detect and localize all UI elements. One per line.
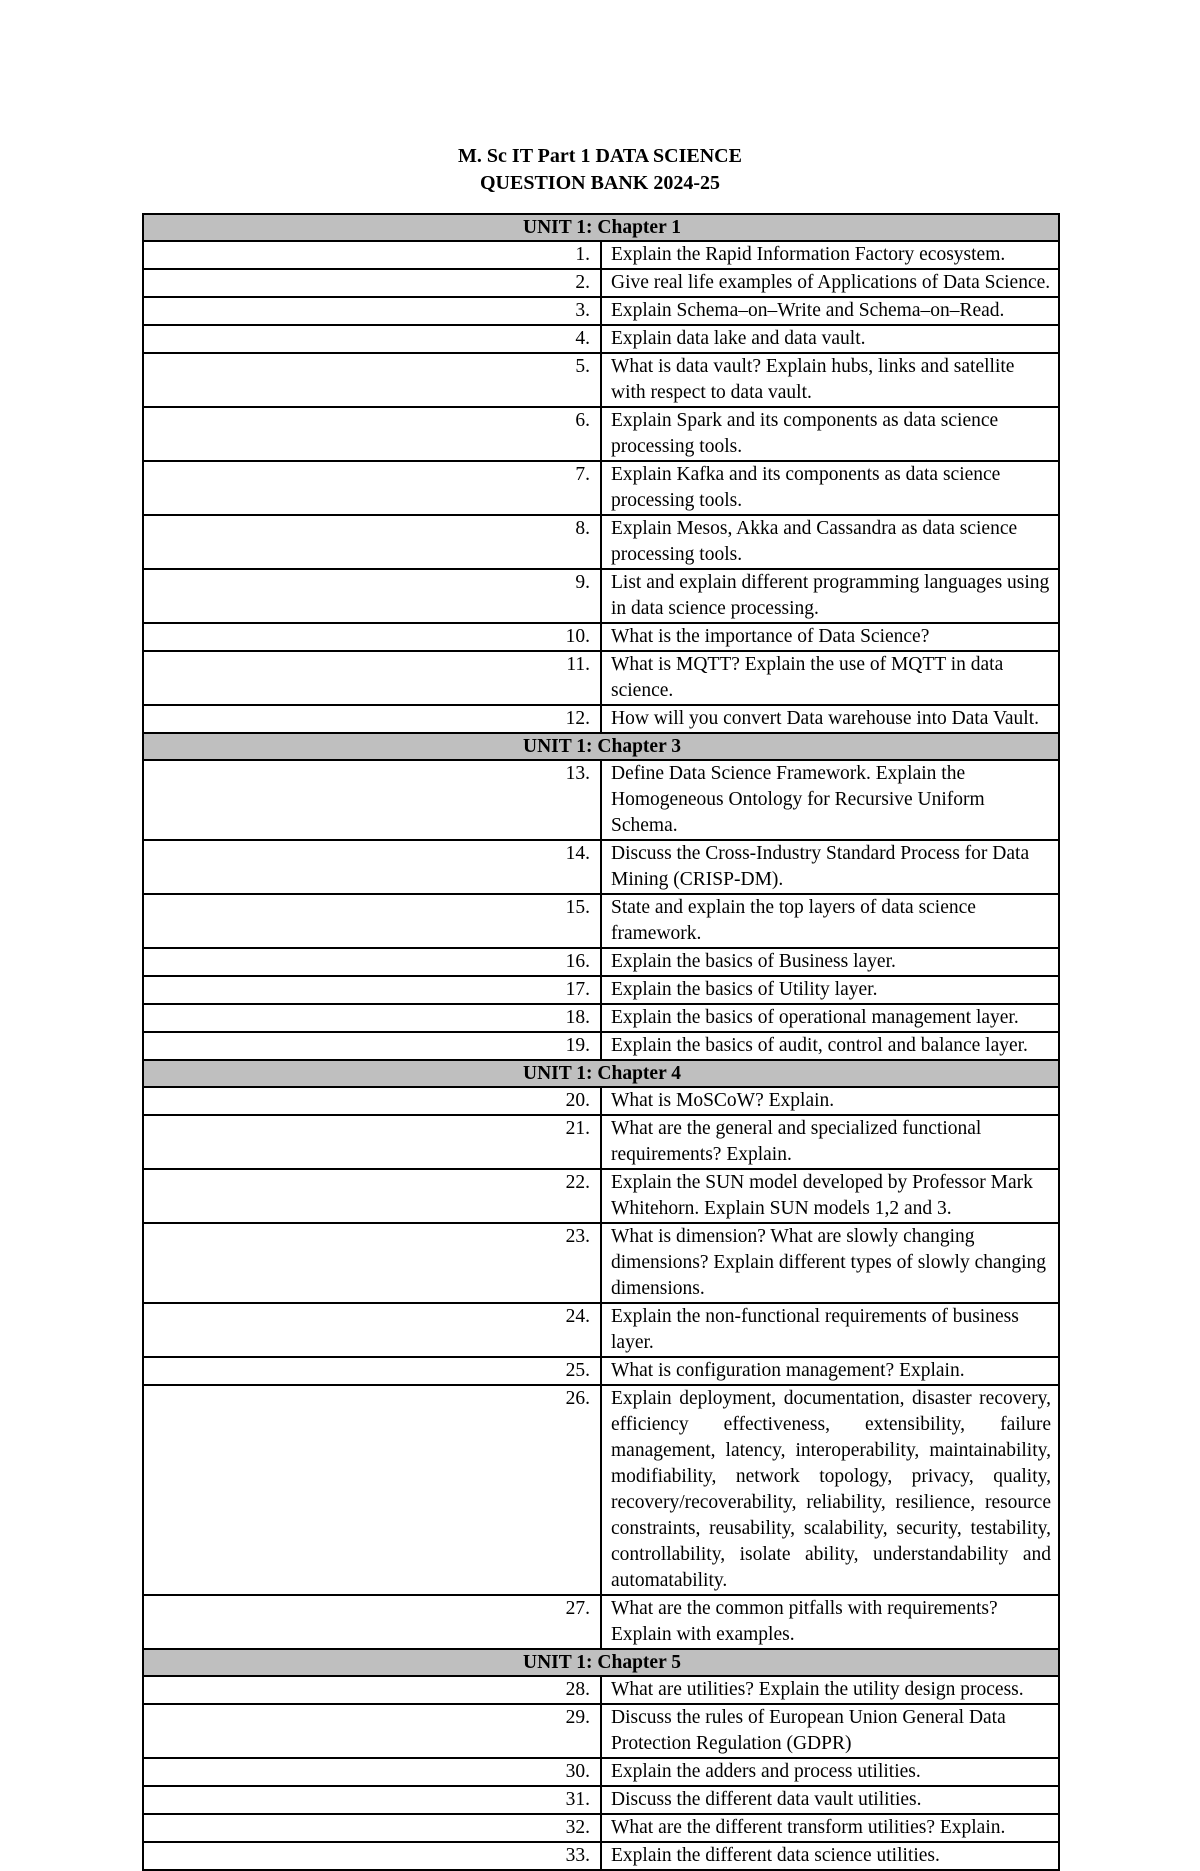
question-row bbox=[143, 461, 1059, 515]
unit-heading: UNIT 1: Chapter 1 bbox=[143, 214, 1059, 241]
question-number: 1. bbox=[143, 241, 601, 269]
question-number: 17. bbox=[143, 976, 601, 1004]
question-text: Discuss the different data vault utilities. bbox=[601, 1786, 1059, 1814]
unit-heading-row bbox=[143, 733, 1059, 760]
question-row bbox=[143, 1115, 1059, 1169]
question-text: Explain deployment, documentation, disaster recovery, efficiency effectiveness, extensibility, failure management, latency, interoperability, maintainability, modifiability, network topology, privacy, quality, recovery/recoverability, reliability, resilience, resource constraints, reusability, scalability, security, testability, controllability, isolate ability, understandability and automatability. bbox=[601, 1385, 1059, 1595]
question-number: 25. bbox=[143, 1357, 601, 1385]
unit-heading: UNIT 1: Chapter 5 bbox=[143, 1649, 1059, 1676]
question-row bbox=[143, 1303, 1059, 1357]
question-row bbox=[143, 569, 1059, 623]
question-text: Discuss the Cross-Industry Standard Process for Data Mining (CRISP-DM). bbox=[601, 840, 1059, 894]
question-text: Explain the adders and process utilities. bbox=[601, 1758, 1059, 1786]
question-row bbox=[143, 353, 1059, 407]
question-row bbox=[143, 1087, 1059, 1115]
question-text: How will you convert Data warehouse into Data Vault. bbox=[601, 705, 1059, 733]
question-number: 14. bbox=[143, 840, 601, 894]
question-number: 9. bbox=[143, 569, 601, 623]
question-text: Explain the basics of audit, control and balance layer. bbox=[601, 1032, 1059, 1060]
question-number: 7. bbox=[143, 461, 601, 515]
question-text: Explain the Rapid Information Factory ecosystem. bbox=[601, 241, 1059, 269]
question-number: 11. bbox=[143, 651, 601, 705]
question-text: What are the common pitfalls with requirements? Explain with examples. bbox=[601, 1595, 1059, 1649]
question-row bbox=[143, 515, 1059, 569]
question-text: List and explain different programming languages using in data science processing. bbox=[601, 569, 1059, 623]
unit-heading-row bbox=[143, 1060, 1059, 1087]
question-row bbox=[143, 1385, 1059, 1595]
question-text: Explain the basics of Utility layer. bbox=[601, 976, 1059, 1004]
question-text: What are the different transform utilities? Explain. bbox=[601, 1814, 1059, 1842]
question-bank-table bbox=[142, 213, 1060, 1871]
question-row bbox=[143, 1758, 1059, 1786]
question-number: 6. bbox=[143, 407, 601, 461]
question-number: 26. bbox=[143, 1385, 601, 1595]
question-row bbox=[143, 1595, 1059, 1649]
question-row bbox=[143, 1223, 1059, 1303]
question-number: 23. bbox=[143, 1223, 601, 1303]
question-row bbox=[143, 1169, 1059, 1223]
question-number: 10. bbox=[143, 623, 601, 651]
question-text: What are utilities? Explain the utility design process. bbox=[601, 1676, 1059, 1704]
question-row bbox=[143, 1004, 1059, 1032]
question-text: Explain the non-functional requirements of business layer. bbox=[601, 1303, 1059, 1357]
question-row bbox=[143, 840, 1059, 894]
question-text: Explain data lake and data vault. bbox=[601, 325, 1059, 353]
question-row bbox=[143, 894, 1059, 948]
question-row bbox=[143, 407, 1059, 461]
question-number: 32. bbox=[143, 1814, 601, 1842]
question-number: 13. bbox=[143, 760, 601, 840]
unit-heading-row bbox=[143, 214, 1059, 241]
question-row bbox=[143, 1032, 1059, 1060]
question-number: 16. bbox=[143, 948, 601, 976]
question-number: 27. bbox=[143, 1595, 601, 1649]
question-row bbox=[143, 1704, 1059, 1758]
question-text: Explain Mesos, Akka and Cassandra as data science processing tools. bbox=[601, 515, 1059, 569]
question-row bbox=[143, 623, 1059, 651]
question-row bbox=[143, 760, 1059, 840]
question-number: 29. bbox=[143, 1704, 601, 1758]
question-number: 24. bbox=[143, 1303, 601, 1357]
question-row bbox=[143, 241, 1059, 269]
question-row bbox=[143, 1842, 1059, 1870]
question-number: 5. bbox=[143, 353, 601, 407]
question-text: Explain Kafka and its components as data science processing tools. bbox=[601, 461, 1059, 515]
unit-heading-row bbox=[143, 1649, 1059, 1676]
question-row bbox=[143, 1357, 1059, 1385]
question-row bbox=[143, 1786, 1059, 1814]
question-number: 4. bbox=[143, 325, 601, 353]
question-number: 18. bbox=[143, 1004, 601, 1032]
question-text: What are the general and specialized functional requirements? Explain. bbox=[601, 1115, 1059, 1169]
question-text: Explain Spark and its components as data science processing tools. bbox=[601, 407, 1059, 461]
question-row bbox=[143, 976, 1059, 1004]
question-row bbox=[143, 325, 1059, 353]
question-row bbox=[143, 948, 1059, 976]
question-number: 2. bbox=[143, 269, 601, 297]
question-number: 3. bbox=[143, 297, 601, 325]
document-subtitle: QUESTION BANK 2024-25 bbox=[479, 172, 721, 194]
question-row bbox=[143, 269, 1059, 297]
question-text: What is configuration management? Explain. bbox=[601, 1357, 1059, 1385]
question-number: 28. bbox=[143, 1676, 601, 1704]
question-text: Explain the basics of operational management layer. bbox=[601, 1004, 1059, 1032]
question-number: 20. bbox=[143, 1087, 601, 1115]
question-row bbox=[143, 705, 1059, 733]
question-text: Give real life examples of Applications of Data Science. bbox=[601, 269, 1059, 297]
question-row bbox=[143, 1814, 1059, 1842]
question-number: 21. bbox=[143, 1115, 601, 1169]
question-text: Explain Schema–on–Write and Schema–on–Read. bbox=[601, 297, 1059, 325]
question-number: 22. bbox=[143, 1169, 601, 1223]
question-number: 8. bbox=[143, 515, 601, 569]
question-text: What is MoSCoW? Explain. bbox=[601, 1087, 1059, 1115]
question-text: Discuss the rules of European Union General Data Protection Regulation (GDPR) bbox=[601, 1704, 1059, 1758]
question-row bbox=[143, 297, 1059, 325]
question-text: Explain the basics of Business layer. bbox=[601, 948, 1059, 976]
unit-heading: UNIT 1: Chapter 4 bbox=[143, 1060, 1059, 1087]
question-text: What is data vault? Explain hubs, links and satellite with respect to data vault. bbox=[601, 353, 1059, 407]
question-text: Explain the different data science utilities. bbox=[601, 1842, 1059, 1870]
unit-heading: UNIT 1: Chapter 3 bbox=[143, 733, 1059, 760]
question-text: What is dimension? What are slowly changing dimensions? Explain different types of slowly changing dimensions. bbox=[601, 1223, 1059, 1303]
question-number: 19. bbox=[143, 1032, 601, 1060]
document-title: M. Sc IT Part 1 DATA SCIENCE bbox=[458, 145, 742, 167]
question-text: State and explain the top layers of data science framework. bbox=[601, 894, 1059, 948]
question-text: Explain the SUN model developed by Professor Mark Whitehorn. Explain SUN models 1,2 and 3. bbox=[601, 1169, 1059, 1223]
question-number: 31. bbox=[143, 1786, 601, 1814]
question-text: Define Data Science Framework. Explain the Homogeneous Ontology for Recursive Uniform Schema. bbox=[601, 760, 1059, 840]
question-number: 12. bbox=[143, 705, 601, 733]
question-number: 30. bbox=[143, 1758, 601, 1786]
question-number: 33. bbox=[143, 1842, 601, 1870]
question-row bbox=[143, 1676, 1059, 1704]
question-text: What is MQTT? Explain the use of MQTT in data science. bbox=[601, 651, 1059, 705]
question-text: What is the importance of Data Science? bbox=[601, 623, 1059, 651]
question-number: 15. bbox=[143, 894, 601, 948]
question-row bbox=[143, 651, 1059, 705]
